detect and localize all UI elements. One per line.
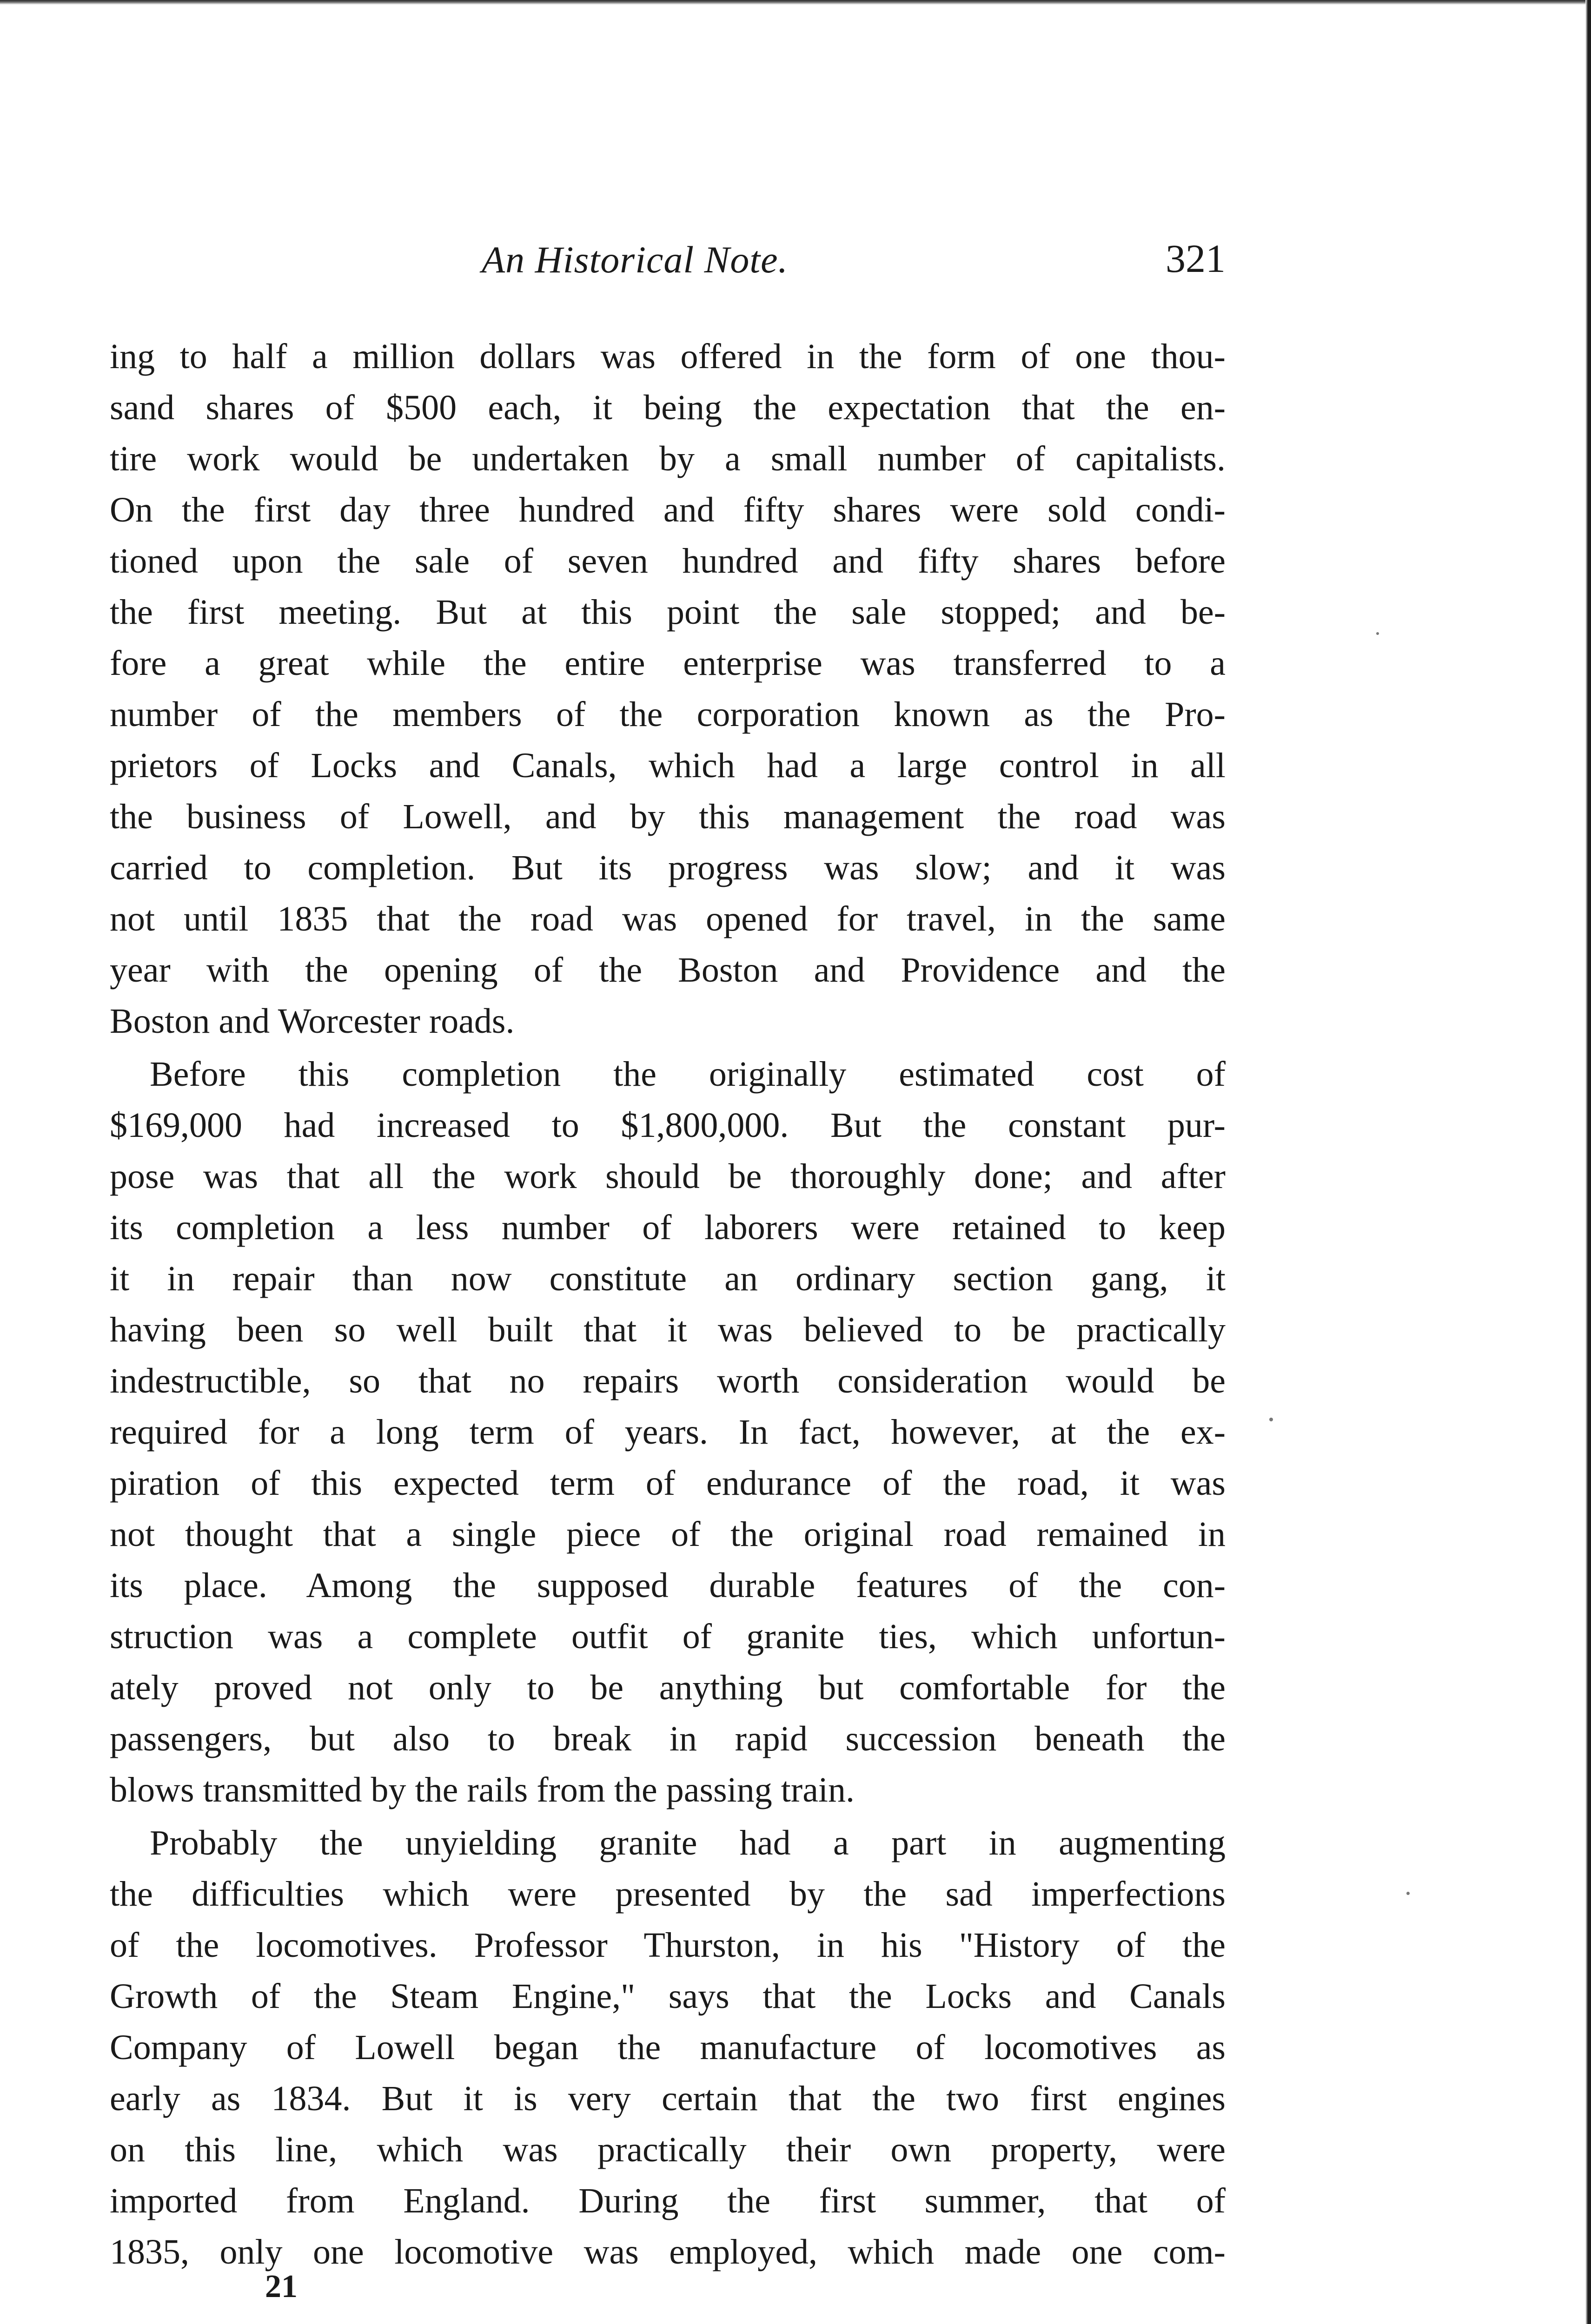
page-number: 321 (1166, 236, 1226, 281)
paragraph-1 (110, 331, 1226, 1047)
text-line: blows transmitted by the rails from the passing train. (110, 1770, 855, 1809)
text-line: Growth of the Steam Engine," says that the Locks and Canals (110, 1977, 1226, 2016)
text-line: its completion a less number of laborers were retained to keep (110, 1208, 1226, 1247)
text-line: sand shares of $500 each, it being the expectation that the en- (110, 388, 1226, 427)
text-line: required for a long term of years. In fact, however, at the ex- (110, 1413, 1226, 1452)
text-line: not until 1835 that the road was opened for travel, in the same (110, 899, 1226, 938)
text-line: passengers, but also to break in rapid succession beneath the (110, 1719, 1226, 1758)
running-head: An Historical Note. (482, 238, 789, 281)
text-line: having been so well built that it was believed to be practically (110, 1310, 1226, 1349)
text-line: carried to completion. But its progress was slow; and it was (110, 848, 1226, 887)
scan-speck (1406, 1892, 1410, 1895)
text-line: year with the opening of the Boston and Providence and the (110, 951, 1226, 990)
text-line: the first meeting. But at this point the sale stopped; and be- (110, 593, 1226, 632)
text-line: piration of this expected term of endurance of the road, it was (110, 1464, 1226, 1503)
scan-top-edge (0, 0, 1591, 5)
text-line: on this line, which was practically their own property, were (110, 2130, 1226, 2169)
text-line: its place. Among the supposed durable features of the con- (110, 1566, 1226, 1605)
text-line: of the locomotives. Professor Thurston, in his "History of the (110, 1926, 1226, 1965)
scan-speck (1269, 1418, 1273, 1421)
body-text (110, 331, 1226, 2278)
text-line: fore a great while the entire enterprise was transferred to a (110, 644, 1226, 683)
text-line: ing to half a million dollars was offered in the form of one thou- (110, 337, 1226, 376)
scan-speck (1376, 632, 1379, 635)
text-line: tire work would be undertaken by a small number of capitalists. (110, 439, 1226, 478)
text-line: it in repair than now constitute an ordinary section gang, it (110, 1259, 1226, 1298)
paragraph-3 (110, 1817, 1226, 2278)
text-line: the business of Lowell, and by this management the road was (110, 797, 1226, 836)
text-line: Company of Lowell began the manufacture of locomotives as (110, 2028, 1226, 2067)
text-line: ately proved not only to be anything but comfortable for the (110, 1668, 1226, 1707)
text-line: tioned upon the sale of seven hundred and fifty shares before (110, 541, 1226, 581)
text-line: not thought that a single piece of the original road remained in (110, 1515, 1226, 1554)
text-line: $169,000 had increased to $1,800,000. But the constant pur- (110, 1106, 1226, 1145)
text-line: early as 1834. But it is very certain that the two first engines (110, 2079, 1226, 2118)
paragraph-2 (110, 1049, 1226, 1816)
text-line: Probably the unyielding granite had a part in augmenting (150, 1823, 1226, 1862)
text-line: pose was that all the work should be thoroughly done; and after (110, 1157, 1226, 1196)
text-line: On the first day three hundred and fifty shares were sold condi- (110, 490, 1226, 529)
text-line: prietors of Locks and Canals, which had a large control in all (110, 746, 1226, 785)
text-line: number of the members of the corporation known as the Pro- (110, 695, 1226, 734)
text-line: imported from England. During the first summer, that of (110, 2181, 1226, 2220)
text-line: Before this completion the originally estimated cost of (150, 1055, 1226, 1094)
scan-right-edge (1585, 0, 1591, 2324)
text-line: struction was a complete outfit of granite ties, which unfortun- (110, 1617, 1226, 1656)
page-header (110, 232, 1226, 293)
text-line: 1835, only one locomotive was employed, which made one com- (110, 2232, 1226, 2271)
text-line: the difficulties which were presented by the sad imperfections (110, 1875, 1226, 1914)
text-line: Boston and Worcester roads. (110, 1002, 515, 1041)
text-line: indestructible, so that no repairs worth consideration would be (110, 1361, 1226, 1400)
signature-mark: 21 (265, 2269, 298, 2304)
